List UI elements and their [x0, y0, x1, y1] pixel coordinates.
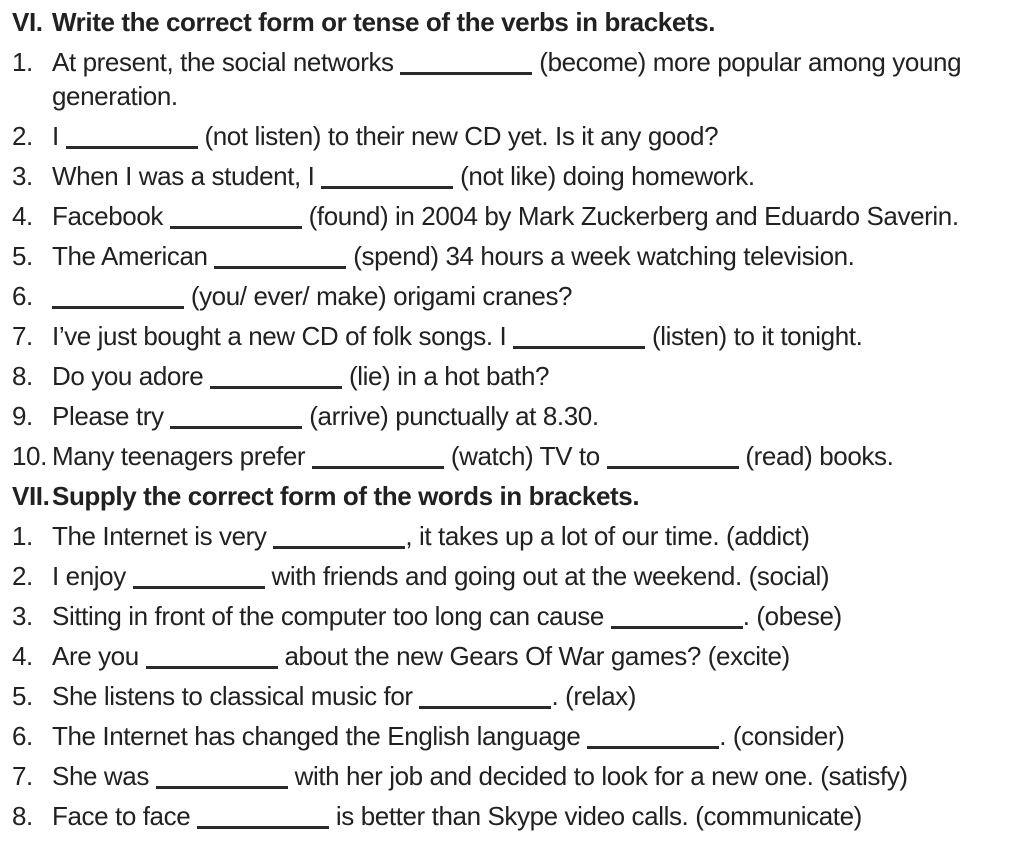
- item-text: Do you adore (lie) in a hot bath?: [52, 361, 550, 391]
- section-vi: [12, 5, 1012, 473]
- answer-blank: [214, 256, 346, 269]
- item-text: Many teenagers prefer (watch) TV to (read) books.: [52, 441, 894, 471]
- exercise-item: [12, 119, 1012, 153]
- exercise-item: [12, 719, 1012, 753]
- item-number: 3.: [12, 601, 33, 631]
- section-items: [12, 519, 1012, 833]
- answer-blank: [400, 62, 532, 75]
- item-number: 1.: [12, 521, 33, 551]
- item-number: 6.: [12, 281, 33, 311]
- exercise-item: [12, 599, 1012, 633]
- exercise-item: [12, 519, 1012, 553]
- exercise-item: [12, 279, 1012, 313]
- item-text: I’ve just bought a new CD of folk songs. I (listen) to it tonight.: [52, 321, 863, 351]
- answer-blank: [210, 376, 342, 389]
- item-number: 8.: [12, 361, 33, 391]
- item-text: Face to face is better than Skype video calls. (communicate): [52, 801, 862, 831]
- item-text: I enjoy with friends and going out at the weekend. (social): [52, 561, 830, 591]
- item-text: The Internet has changed the English language . (consider): [52, 721, 845, 751]
- section-number: VII.: [12, 481, 50, 511]
- exercise-item: [12, 319, 1012, 353]
- exercise-item: [12, 359, 1012, 393]
- item-number: 8.: [12, 801, 33, 831]
- exercise-item: [12, 159, 1012, 193]
- item-number: 3.: [12, 161, 33, 191]
- section-title: Supply the correct form of the words in brackets.: [52, 481, 640, 511]
- exercise-item: [12, 45, 1012, 113]
- answer-blank: [66, 136, 198, 149]
- answer-blank: [170, 216, 302, 229]
- section-items: [12, 45, 1012, 473]
- answer-blank: [170, 416, 302, 429]
- item-number: 4.: [12, 201, 33, 231]
- answer-blank: [133, 576, 265, 589]
- item-text: I (not listen) to their new CD yet. Is it any good?: [52, 121, 719, 151]
- item-number: 6.: [12, 721, 33, 751]
- item-number: 7.: [12, 321, 33, 351]
- exercise-item: [12, 399, 1012, 433]
- answer-blank: [611, 616, 743, 629]
- item-number: 1.: [12, 47, 33, 77]
- item-text: When I was a student, I (not like) doing homework.: [52, 161, 755, 191]
- answer-blank: [321, 176, 453, 189]
- answer-blank: [419, 696, 551, 709]
- exercise-item: [12, 559, 1012, 593]
- item-number: 4.: [12, 641, 33, 671]
- answer-blank: [52, 296, 184, 309]
- item-number: 5.: [12, 681, 33, 711]
- item-number: 10.: [12, 441, 47, 471]
- item-text: (you/ ever/ make) origami cranes?: [52, 279, 1012, 313]
- exercise-item: [12, 759, 1012, 793]
- item-text: The Internet is very , it takes up a lot of our time. (addict): [52, 521, 810, 551]
- section-vii: [12, 479, 1012, 833]
- item-text: At present, the social networks (become) more popular among young generation.: [52, 47, 962, 111]
- exercise-item: [12, 799, 1012, 833]
- section-heading: [12, 479, 1012, 513]
- exercise-item: [12, 439, 1012, 473]
- item-text: She was with her job and decided to look for a new one. (satisfy): [52, 761, 908, 791]
- item-number: 9.: [12, 401, 33, 431]
- item-text: Are you about the new Gears Of War games? (excite): [52, 641, 790, 671]
- item-number: 2.: [12, 561, 33, 591]
- exercise-item: [12, 239, 1012, 273]
- answer-blank: [607, 456, 739, 469]
- answer-blank: [513, 336, 645, 349]
- answer-blank: [587, 736, 719, 749]
- item-text: The American (spend) 34 hours a week watching television.: [52, 241, 855, 271]
- exercise-item: [12, 679, 1012, 713]
- section-number: VI.: [12, 7, 43, 37]
- exercise-item: [12, 639, 1012, 673]
- item-text: Sitting in front of the computer too long can cause . (obese): [52, 601, 842, 631]
- section-title: Write the correct form or tense of the verbs in brackets.: [52, 7, 716, 37]
- answer-blank: [146, 656, 278, 669]
- section-heading: [12, 5, 1012, 39]
- answer-blank: [273, 536, 405, 549]
- item-text: Facebook (found) in 2004 by Mark Zuckerberg and Eduardo Saverin.: [52, 201, 959, 231]
- item-number: 5.: [12, 241, 33, 271]
- item-number: 2.: [12, 121, 33, 151]
- answer-blank: [156, 776, 288, 789]
- answer-blank: [312, 456, 444, 469]
- item-text: Please try (arrive) punctually at 8.30.: [52, 401, 599, 431]
- item-number: 7.: [12, 761, 33, 791]
- exercise-item: [12, 199, 1012, 233]
- item-text: She listens to classical music for . (relax): [52, 681, 637, 711]
- answer-blank: [197, 816, 329, 829]
